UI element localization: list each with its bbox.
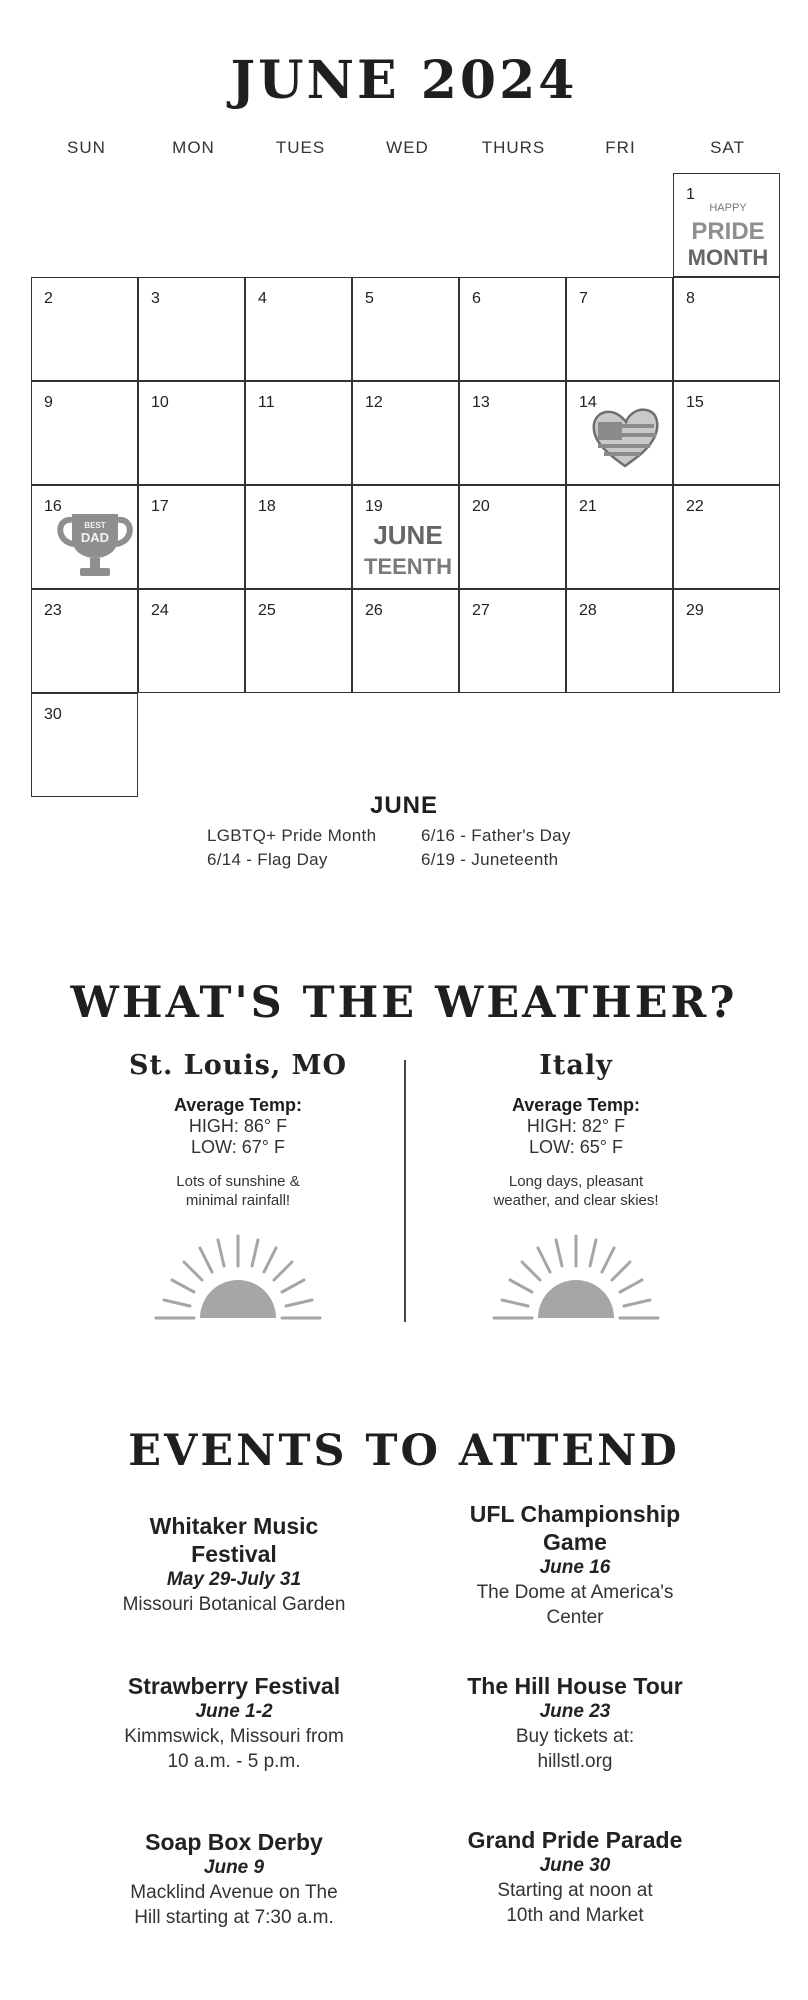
day-number: 4: [258, 290, 267, 307]
event-date: June 16: [539, 1557, 611, 1578]
day-number: 13: [472, 394, 490, 411]
event-name: Strawberry Festival: [127, 1673, 341, 1699]
event-whitaker: [69, 1512, 399, 1617]
city-name: Italy: [539, 1050, 613, 1081]
weather-stlouis: [88, 1050, 388, 1210]
event-date: June 23: [539, 1701, 611, 1722]
event-name: Grand Pride Parade: [467, 1827, 683, 1853]
calendar-day-cell: [245, 381, 352, 485]
holiday-item: 6/14 - Flag Day: [207, 850, 328, 869]
day-number: 18: [258, 498, 276, 515]
event-location: 10th and Market: [506, 1905, 644, 1926]
high-temp: HIGH: 82° F: [526, 1116, 626, 1136]
day-number: 1: [686, 186, 695, 203]
day-number: 26: [365, 602, 383, 619]
event-hill-house: [410, 1672, 740, 1774]
calendar-day-cell: [352, 277, 459, 381]
event-location: hillstl.org: [537, 1751, 613, 1772]
weather-desc: [426, 1172, 726, 1210]
weekday-sat: SAT: [710, 138, 745, 157]
event-name: Game: [543, 1529, 607, 1555]
event-pride-parade: [410, 1826, 740, 1928]
happy-pride-month-sticker: [688, 195, 768, 275]
sticker-dad-text: DAD: [80, 530, 110, 545]
day-number: 2: [44, 290, 53, 307]
day-number: 10: [151, 394, 169, 411]
weather-desc-line: Long days, pleasant: [508, 1173, 644, 1190]
day-number: 16: [44, 498, 62, 515]
day-number: 6: [472, 290, 481, 307]
avg-temp-label: Average Temp:: [511, 1095, 641, 1115]
holiday-item: 6/16 - Father's Day: [421, 826, 571, 845]
flag-heart-icon: [588, 402, 662, 472]
low-temp: LOW: 67° F: [191, 1137, 285, 1157]
day-number: 28: [579, 602, 597, 619]
calendar-day-cell: [245, 485, 352, 589]
event-location: The Dome at America's: [476, 1582, 674, 1603]
calendar-day-cell: [245, 277, 352, 381]
sticker-june-text: JUNE: [373, 520, 443, 550]
day-number: 5: [365, 290, 374, 307]
day-number: 7: [579, 290, 588, 307]
sticker-teenth-text: TEENTH: [364, 554, 452, 579]
event-name: Soap Box Derby: [145, 1829, 323, 1855]
weekday-wed: WED: [386, 138, 429, 157]
calendar-day-cell: [566, 277, 673, 381]
sticker-happy-text: HAPPY: [709, 202, 747, 214]
event-strawberry: [69, 1672, 399, 1774]
day-number: 22: [686, 498, 704, 515]
sun-icon: [492, 1232, 660, 1322]
sticker-pride-text: PRIDE: [691, 218, 765, 245]
weekday-tues: TUES: [275, 138, 326, 157]
event-name: Whitaker Music: [149, 1513, 319, 1539]
calendar-day-cell: [245, 589, 352, 693]
event-date: June 9: [203, 1857, 265, 1878]
events-title: EVENTS TO ATTEND: [128, 1426, 680, 1476]
holiday-item: LGBTQ+ Pride Month: [207, 826, 377, 845]
day-number: 29: [686, 602, 704, 619]
event-ufl: [410, 1500, 740, 1630]
weekday-sun: SUN: [67, 138, 106, 157]
holidays-heading: JUNE: [369, 792, 439, 819]
calendar-day-cell: [459, 277, 566, 381]
day-number: 9: [44, 394, 53, 411]
calendar-day-cell: [138, 381, 245, 485]
weather-divider: [404, 1060, 406, 1322]
weekday-thurs: THURS: [481, 138, 546, 157]
day-number: 23: [44, 602, 62, 619]
event-location: Missouri Botanical Garden: [122, 1594, 346, 1615]
event-location: Buy tickets at:: [515, 1726, 635, 1747]
sun-icon: [154, 1232, 322, 1322]
juneteenth-sticker: [362, 518, 454, 580]
calendar-day-cell: [459, 381, 566, 485]
calendar-day-cell: [31, 381, 138, 485]
day-number: 24: [151, 602, 169, 619]
weekday-fri: FRI: [605, 138, 636, 157]
event-date: May 29-July 31: [166, 1569, 302, 1590]
day-number: 25: [258, 602, 276, 619]
calendar-day-cell: [566, 589, 673, 693]
day-number: 20: [472, 498, 490, 515]
high-temp: HIGH: 86° F: [188, 1116, 288, 1136]
calendar-day-cell: [31, 277, 138, 381]
calendar-day-cell: [566, 485, 673, 589]
event-soap-box: [69, 1828, 399, 1930]
event-name: The Hill House Tour: [467, 1673, 683, 1699]
day-number: 19: [365, 498, 383, 515]
weather-desc-line: weather, and clear skies!: [493, 1192, 659, 1209]
avg-temp-label: Average Temp:: [173, 1095, 303, 1115]
day-number: 12: [365, 394, 383, 411]
event-location: Macklind Avenue on The: [130, 1882, 338, 1903]
event-location: Kimmswick, Missouri from: [124, 1726, 344, 1747]
calendar-title: JUNE 2024: [230, 50, 578, 111]
calendar-day-cell: [138, 485, 245, 589]
calendar-day-cell: [31, 589, 138, 693]
sticker-best-text: BEST: [84, 521, 106, 530]
weather-desc-line: minimal rainfall!: [185, 1192, 291, 1209]
day-number: 15: [686, 394, 704, 411]
event-name: Festival: [191, 1541, 277, 1567]
day-number: 14: [579, 394, 597, 411]
calendar-day-cell: [459, 485, 566, 589]
day-number: 21: [579, 498, 597, 515]
event-location: Hill starting at 7:30 a.m.: [134, 1907, 334, 1928]
calendar-day-cell: [673, 381, 780, 485]
event-location: 10 a.m. - 5 p.m.: [167, 1751, 301, 1772]
weekday-mon: MON: [172, 138, 215, 157]
weather-desc: [88, 1172, 388, 1210]
event-name: UFL Championship: [469, 1501, 681, 1527]
holiday-item: 6/19 - Juneteenth: [421, 850, 559, 869]
best-dad-trophy-icon: [54, 508, 136, 580]
weather-italy: [426, 1050, 726, 1210]
day-number: 11: [258, 394, 275, 411]
day-number: 8: [686, 290, 695, 307]
day-number: 27: [472, 602, 490, 619]
calendar-day-cell: [31, 693, 138, 797]
event-location: Starting at noon at: [497, 1880, 653, 1901]
city-name: St. Louis, MO: [128, 1050, 348, 1081]
calendar-day-cell: [673, 277, 780, 381]
day-number: 17: [151, 498, 169, 515]
calendar-day-cell: [138, 277, 245, 381]
weather-desc-line: Lots of sunshine &: [176, 1173, 300, 1190]
day-number: 30: [44, 706, 62, 723]
calendar-day-cell: [352, 381, 459, 485]
calendar-day-cell: [673, 589, 780, 693]
weather-title: WHAT'S THE WEATHER?: [70, 978, 738, 1028]
calendar-day-cell: [138, 589, 245, 693]
calendar-day-cell: [352, 589, 459, 693]
sticker-month-text: MONTH: [688, 245, 768, 270]
event-location: Center: [546, 1607, 604, 1628]
low-temp: LOW: 65° F: [529, 1137, 623, 1157]
event-date: June 1-2: [195, 1701, 273, 1722]
calendar-day-cell: [459, 589, 566, 693]
event-date: June 30: [539, 1855, 611, 1876]
day-number: 3: [151, 290, 160, 307]
calendar-day-cell: [673, 485, 780, 589]
